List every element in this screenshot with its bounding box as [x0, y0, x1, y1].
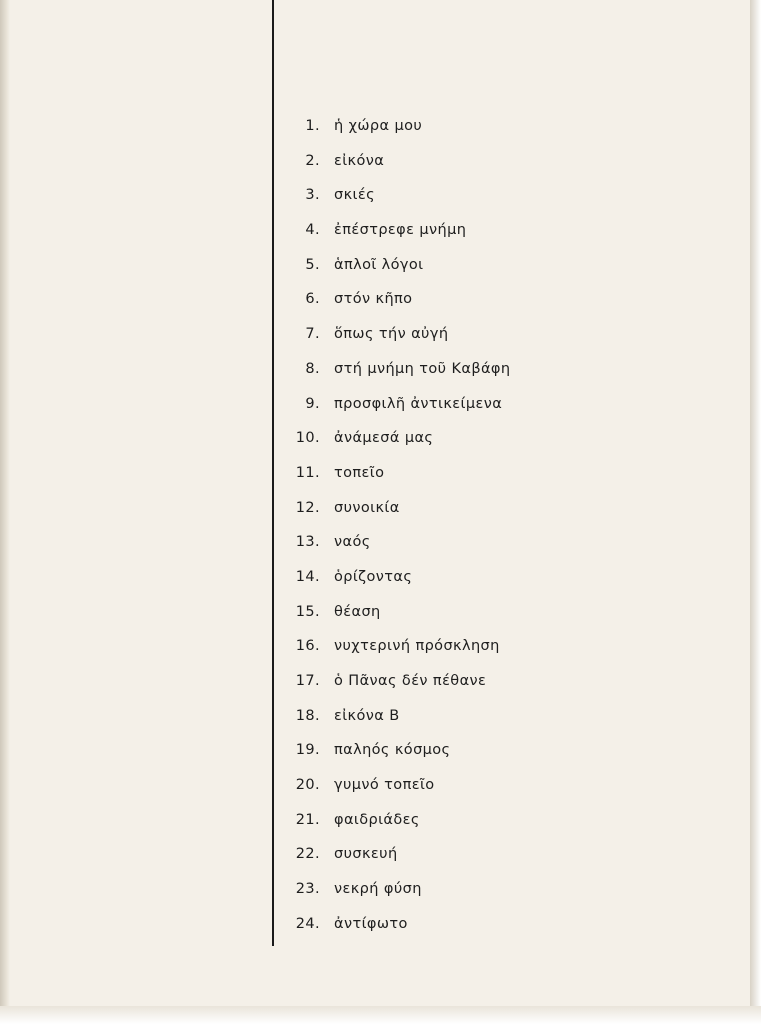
toc-entry-number: 13.	[295, 534, 320, 551]
toc-entry-number: 12.	[295, 499, 320, 516]
toc-entry-title: προσφιλῆ ἀντικείμενα	[334, 395, 503, 412]
table-of-contents	[288, 118, 511, 951]
toc-entry	[288, 153, 511, 188]
toc-entry-number: 17.	[295, 673, 320, 689]
toc-entry	[288, 604, 511, 639]
binding-edge	[0, 0, 10, 1024]
toc-entry	[288, 881, 511, 916]
page-right-edge	[750, 0, 761, 1024]
toc-entry-number: 6.	[305, 291, 320, 308]
toc-entry-number: 20.	[295, 777, 320, 794]
toc-entry	[288, 534, 511, 569]
toc-entry	[288, 673, 511, 708]
toc-entry	[288, 396, 511, 431]
toc-entry	[288, 569, 511, 604]
toc-entry	[288, 777, 511, 812]
toc-entry-title: εἰκόνα	[334, 152, 385, 169]
toc-entry-number: 7.	[305, 326, 320, 343]
toc-entry-number: 1.	[305, 118, 320, 134]
toc-entry-number: 14.	[295, 568, 320, 585]
toc-entry-title: ἐπέστρεφε μνήμη	[334, 222, 467, 239]
toc-entry-title: νυχτερινή πρόσκληση	[334, 638, 500, 655]
toc-entry	[288, 916, 511, 951]
toc-entry	[288, 257, 511, 292]
toc-entry-title: στή μνήμη τοῦ Καβάφη	[334, 360, 511, 377]
toc-entry-number: 22.	[295, 846, 320, 863]
toc-entry-title: ἀντίφωτο	[334, 915, 408, 932]
toc-entry-number: 3.	[305, 187, 320, 204]
toc-entry-number: 23.	[295, 881, 320, 898]
toc-entry-number: 4.	[305, 222, 320, 239]
toc-entry-title: συσκευή	[334, 846, 398, 863]
toc-entry-number: 21.	[295, 811, 320, 828]
toc-entry	[288, 187, 511, 222]
toc-entry-number: 11.	[295, 464, 320, 481]
toc-entry-number: 8.	[305, 360, 320, 377]
toc-entry-title: συνοικία	[334, 499, 400, 516]
vertical-divider-line	[272, 0, 274, 946]
toc-entry-number: 9.	[305, 395, 320, 412]
toc-entry-number: 16.	[295, 638, 320, 655]
toc-entry	[288, 465, 511, 500]
toc-entry-title: ὅπως τήν αὐγή	[334, 326, 449, 343]
toc-entry	[288, 708, 511, 743]
toc-entry-title: φαιδριάδες	[334, 811, 420, 828]
toc-entry-title: παληός κόσμος	[334, 742, 451, 759]
toc-entry	[288, 222, 511, 257]
toc-entry-number: 18.	[295, 707, 320, 724]
toc-entry-title: νεκρή φύση	[334, 881, 422, 898]
toc-entry	[288, 812, 511, 847]
toc-entry	[288, 846, 511, 881]
page-bottom-edge	[0, 1006, 761, 1024]
toc-entry-title: γυμνό τοπεῖο	[334, 777, 435, 794]
toc-entry	[288, 742, 511, 777]
toc-entry-title: τοπεῖο	[334, 464, 385, 481]
toc-entry	[288, 291, 511, 326]
toc-entry-number: 2.	[305, 152, 320, 169]
toc-entry	[288, 638, 511, 673]
toc-entry-title: εἰκόνα Β	[334, 707, 400, 724]
toc-entry	[288, 361, 511, 396]
toc-entry-title: ναός	[334, 534, 371, 551]
toc-entry	[288, 118, 511, 153]
toc-entry-title: ἀνάμεσά μας	[334, 430, 434, 447]
toc-entry-title: ἡ χώρα μου	[334, 118, 423, 134]
toc-entry-number: 19.	[295, 742, 320, 759]
toc-entry	[288, 500, 511, 535]
toc-entry-title: θέαση	[334, 603, 381, 620]
toc-entry	[288, 326, 511, 361]
toc-entry-number: 15.	[295, 603, 320, 620]
toc-entry-title: σκιές	[334, 187, 375, 204]
toc-entry-number: 5.	[305, 256, 320, 273]
toc-entry-title: ὁ Πᾶνας δέν πέθανε	[334, 673, 487, 689]
toc-entry-title: στόν κῆπο	[334, 291, 413, 308]
toc-entry-title: ἁπλοῖ λόγοι	[334, 256, 424, 273]
toc-entry	[288, 430, 511, 465]
toc-entry-title: ὁρίζοντας	[334, 568, 413, 585]
toc-entry-number: 24.	[295, 915, 320, 932]
toc-entry-number: 10.	[295, 430, 320, 447]
